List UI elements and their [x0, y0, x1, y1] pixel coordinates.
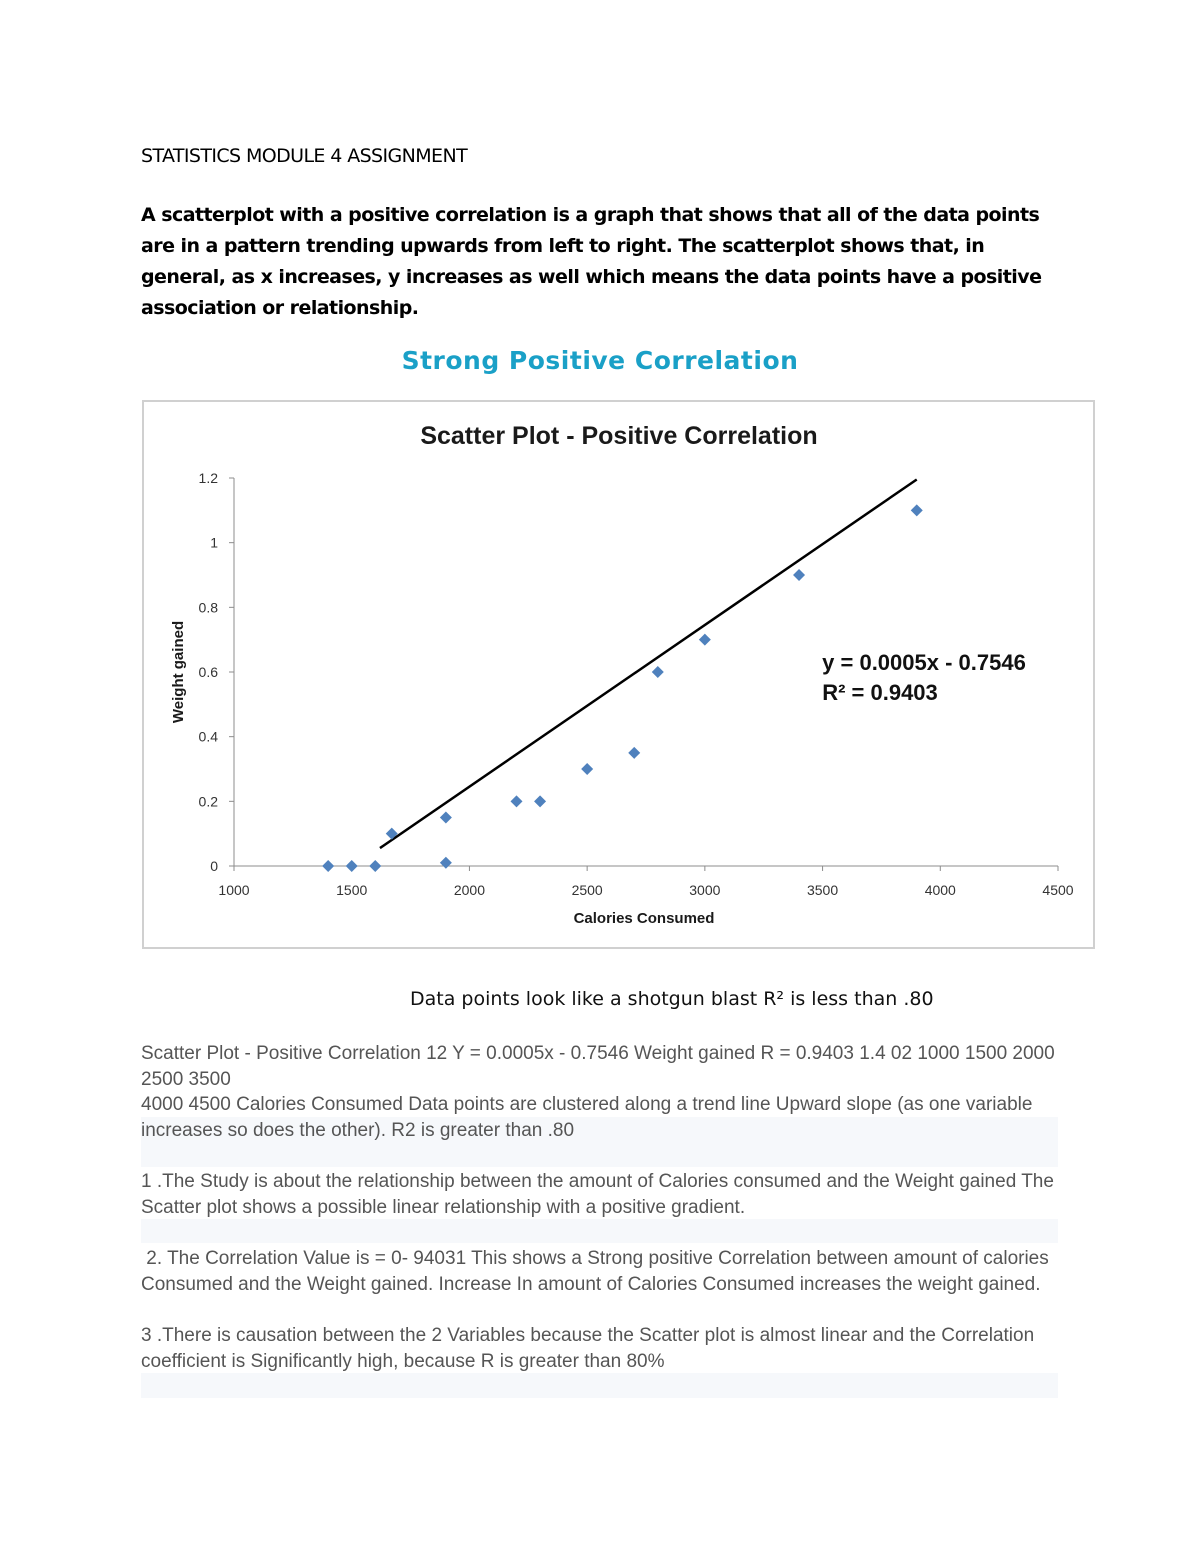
data-point [369, 860, 381, 872]
data-point [440, 857, 452, 869]
chart-title: Scatter Plot - Positive Correlation [420, 422, 818, 450]
chart-canvas [144, 402, 1093, 947]
x-tick-label: 4500 [1042, 882, 1074, 898]
scatter-chart [142, 400, 1095, 949]
y-tick-label: 0.2 [198, 793, 218, 810]
paragraph-answer-1: 1 .The Study is about the relationship between the amount of Calories consumed and the Weight gained The Scatter plot shows a possible linear relationship with a positive gradient. [141, 1171, 1054, 1218]
y-axis-label: Weight gained [170, 620, 187, 724]
data-point [511, 795, 523, 807]
y-tick-label: 0.8 [198, 599, 218, 616]
paragraph-answer-3: 3 .There is causation between the 2 Variables because the Scatter plot is almost linear and the Correlation coefficient is Significantly high, because R is greater than 80% [141, 1325, 1035, 1372]
chart-caption: Data points look like a shotgun blast R² is less than .80 [410, 988, 934, 1010]
data-point [699, 634, 711, 646]
data-point [652, 666, 664, 678]
data-point [534, 795, 546, 807]
y-tick-label: 0 [210, 858, 218, 874]
paragraph-chart-text: Scatter Plot - Positive Correlation 12 Y = 0.0005x - 0.7546 Weight gained R = 0.9403 1.4 02 1000 1500 2000 2500 3500 [141, 1043, 1055, 1090]
x-axis-label: Calories Consumed [573, 910, 715, 927]
section-heading: Strong Positive Correlation [401, 346, 799, 375]
y-tick-label: 1 [210, 534, 218, 551]
paragraph-trend-description: 4000 4500 Calories Consumed Data points are clustered along a trend line Upward slope (as one variable increases so does the other). R2 is greater than .80 [141, 1094, 1033, 1141]
trendline-equation: y = 0.0005x - 0.7546 [822, 650, 1026, 675]
x-tick-label: 1500 [336, 882, 368, 898]
data-point [581, 763, 593, 775]
x-tick-label: 2500 [571, 882, 603, 898]
data-point [440, 812, 452, 824]
r-squared-label: R² = 0.9403 [822, 680, 938, 705]
y-axis [199, 470, 234, 874]
data-point [628, 747, 640, 759]
data-point [793, 569, 805, 581]
intro-paragraph: A scatterplot with a positive correlation is a graph that shows that all of the data points are in a pattern trending upwards from left to right. The scatterplot shows that, in general, as x increases, y increases as well which means the data points have a positive association or relationship. [141, 204, 1042, 319]
y-tick-label: 1.2 [198, 470, 218, 486]
x-tick-label: 2000 [453, 882, 486, 898]
x-tick-label: 1000 [218, 882, 250, 898]
paragraph-shade [141, 1219, 1058, 1243]
y-tick-label: 0.6 [198, 664, 218, 680]
data-point [322, 860, 334, 872]
x-tick-label: 4000 [924, 882, 956, 898]
x-tick-label: 3500 [806, 882, 839, 898]
paragraph-shade [141, 1373, 1058, 1398]
x-axis [218, 866, 1073, 898]
x-tick-label: 3000 [689, 882, 721, 898]
paragraph-answer-2: 2. The Correlation Value is = 0- 94031 This shows a Strong positive Correlation between amount of calories Consumed and the Weight gained. Increase In amount of Calories Consumed increases the weight gained. [141, 1248, 1055, 1295]
data-point [346, 860, 358, 872]
document-title: STATISTICS MODULE 4 ASSIGNMENT [141, 145, 468, 167]
data-point [911, 504, 923, 516]
y-tick-label: 0.4 [198, 728, 218, 745]
